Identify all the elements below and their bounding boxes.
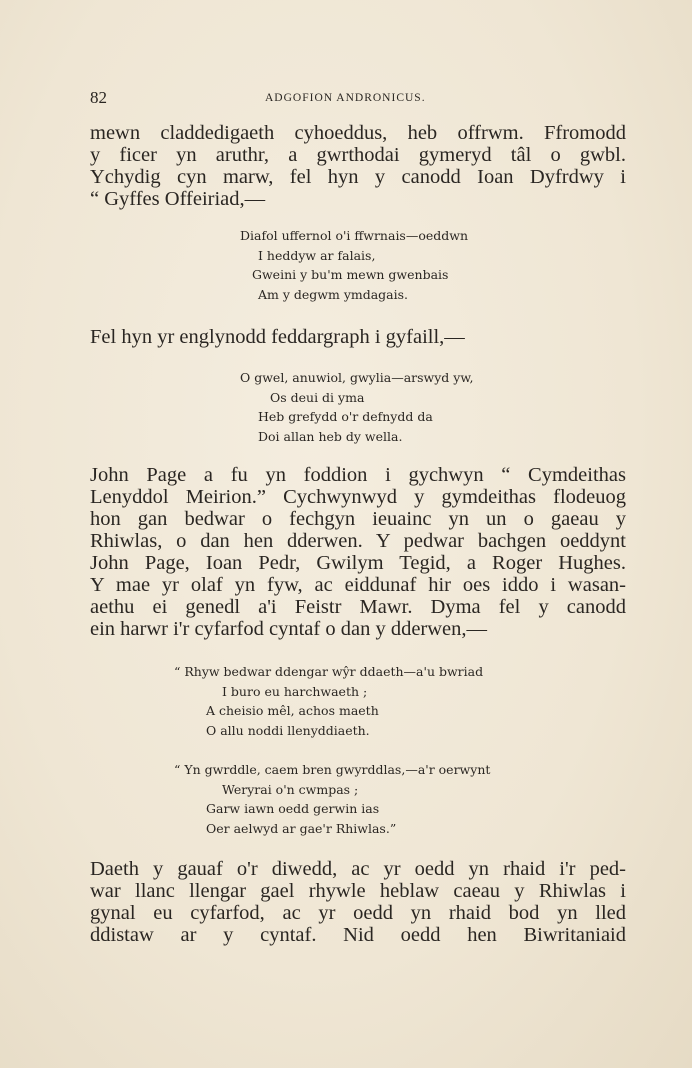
verse-line: Garw iawn oedd gerwin ias bbox=[206, 801, 380, 816]
running-title: ADGOFION ANDRONICUS. bbox=[265, 92, 426, 104]
text-line: John Page a fu yn foddion i gychwyn “ Cymdeithas bbox=[90, 464, 626, 486]
text-line: mewn claddedigaeth cyhoeddus, heb offrwm. Ffromodd bbox=[90, 122, 626, 144]
text-line: Rhiwlas, o dan hen dderwen. Y pedwar bachgen oeddynt bbox=[90, 530, 626, 552]
verse-line: O allu noddi llenyddiaeth. bbox=[206, 722, 370, 738]
verse-line: Weryrai o'n cwmpas ; bbox=[222, 781, 359, 797]
verse-line: “ Rhyw bedwar ddengar wŷr ddaeth—a'u bwriad bbox=[174, 664, 484, 679]
text-line: y ficer yn aruthr, a gwrthodai gymeryd tâl o gwbl. bbox=[90, 144, 626, 166]
verse-line: Am y degwm ymdagais. bbox=[258, 286, 409, 302]
verse-line: A cheisio mêl, achos maeth bbox=[206, 703, 379, 718]
paragraph-1 bbox=[90, 122, 626, 210]
text-line: Ychydig cyn marw, fel hyn y canodd Ioan Dyfrdwy i bbox=[90, 166, 626, 188]
text-line: Lenyddol Meirion.” Cychwynwyd y gymdeithas flodeuog bbox=[90, 486, 626, 508]
text-line: gynal eu cyfarfod, ac yr oedd yn rhaid bod yn lled bbox=[90, 902, 626, 924]
verse-line: Doi allan heb dy wella. bbox=[258, 428, 403, 444]
text-line: ddistaw ar y cyntaf. Nid oedd hen Biwritaniaid bbox=[90, 924, 626, 946]
text-line: hon gan bedwar o fechgyn ieuainc yn un o gaeau y bbox=[90, 508, 626, 530]
verse-line: “ Yn gwrddle, caem bren gwyrddlas,—a'r oerwynt bbox=[174, 762, 491, 777]
verse-3 bbox=[174, 662, 483, 740]
text-line: John Page, Ioan Pedr, Gwilym Tegid, a Roger Hughes. bbox=[90, 552, 626, 574]
text-line: “ Gyffes Offeiriad,— bbox=[90, 188, 266, 210]
verse-line: I heddyw ar falais, bbox=[258, 247, 376, 263]
verse-1 bbox=[240, 226, 468, 304]
paragraph-3 bbox=[90, 464, 626, 640]
verse-line: Diafol uffernol o'i ffwrnais—oeddwn bbox=[240, 228, 469, 243]
verse-2 bbox=[240, 368, 474, 446]
page-number: 82 bbox=[90, 88, 107, 107]
verse-line: I buro eu harchwaeth ; bbox=[222, 683, 368, 699]
page-header bbox=[90, 88, 626, 108]
text-line: Daeth y gauaf o'r diwedd, ac yr oedd yn rhaid i'r ped- bbox=[90, 858, 626, 880]
paragraph-4 bbox=[90, 858, 626, 946]
text-line: ein harwr i'r cyfarfod cyntaf o dan y dderwen,— bbox=[90, 618, 488, 640]
verse-line: Os deui di yma bbox=[270, 389, 365, 405]
verse-4 bbox=[174, 760, 490, 838]
paragraph-2 bbox=[90, 326, 626, 348]
verse-line: Oer aelwyd ar gae'r Rhiwlas.” bbox=[206, 820, 397, 836]
verse-line: Heb grefydd o'r defnydd da bbox=[258, 409, 433, 424]
text-line: Fel hyn yr englynodd feddargraph i gyfaill,— bbox=[90, 326, 465, 348]
text-line: Y mae yr olaf yn fyw, ac eiddunaf hir oes iddo i wasan- bbox=[90, 574, 626, 596]
text-line: aethu ei genedl a'i Feistr Mawr. Dyma fel y canodd bbox=[90, 596, 626, 618]
verse-line: Gweini y bu'm mewn gwenbais bbox=[252, 267, 449, 282]
verse-line: O gwel, anuwiol, gwylia—arswyd yw, bbox=[240, 370, 474, 385]
text-line: war llanc llengar gael rhywle heblaw caeau y Rhiwlas i bbox=[90, 880, 626, 902]
